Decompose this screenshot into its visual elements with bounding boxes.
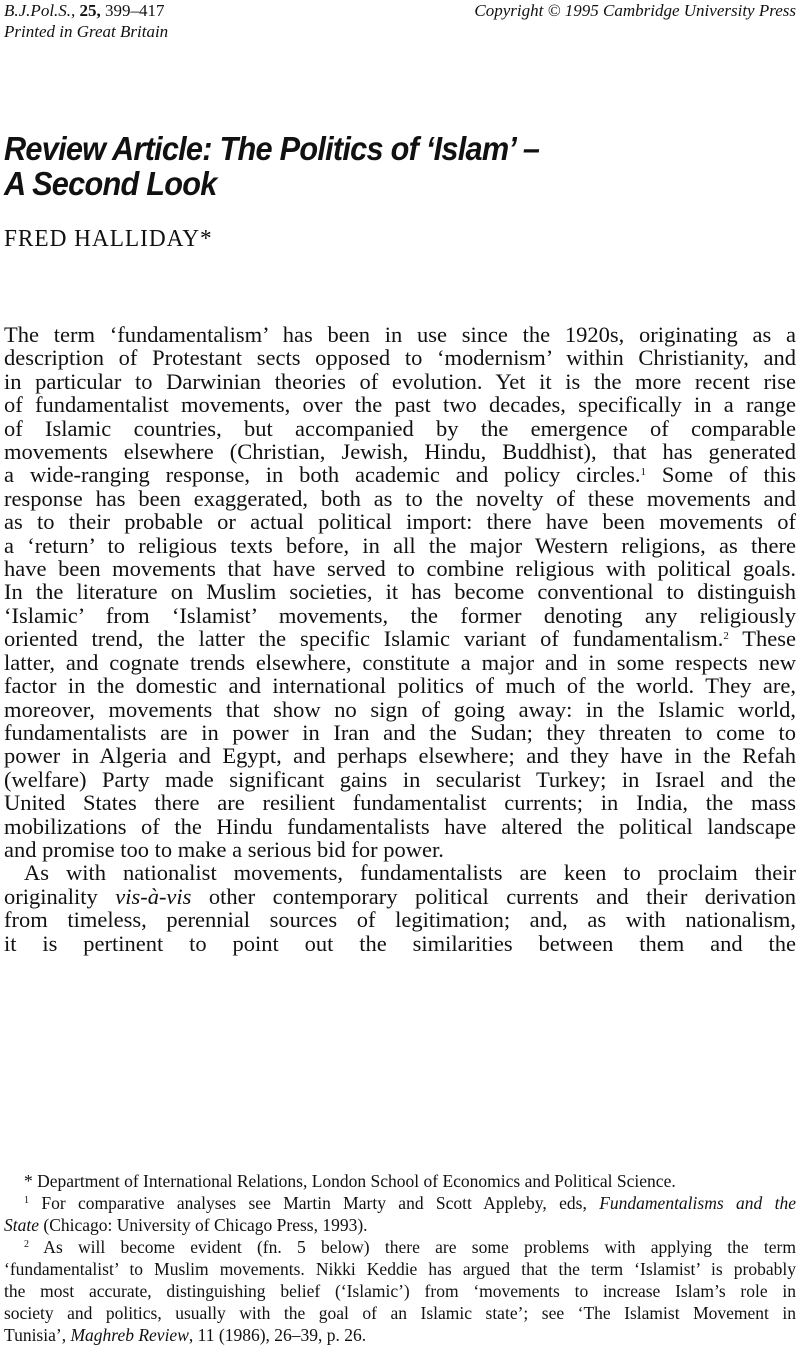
text-line: moreover, movements that show no sign of going away: in the Islamic world,: [4, 696, 796, 722]
footnote-1: $^1$ For comparative analyses see Martin Marty and Scott Appleby, eds, Fundamentalisms and the: [24, 1193, 796, 1213]
article-body: [4, 323, 796, 955]
footnote-ref-2[interactable]: 2: [723, 630, 729, 643]
text-line: United States there are resilient fundamentalist currents; in India, the mass: [4, 790, 796, 816]
text-line: oriented trend, the latter the specific Islamic variant of fundamentalism.$^2$ These: [4, 626, 796, 652]
text-line: latter, and cognate trends elsewhere, constitute a major and in some respects new: [4, 649, 796, 675]
footnote-star: * Department of International Relations, London School of Economics and Political Science.: [24, 1171, 676, 1191]
text-line: in particular to Darwinian theories of evolution. Yet it is the more recent rise: [4, 368, 796, 394]
author-name: FRED HALLIDAY*: [4, 226, 213, 252]
text-line: of Islamic countries, but accompanied by the emergence of comparable: [4, 415, 796, 441]
text-line: response has been exaggerated, both as to the novelty of these movements and: [4, 485, 796, 511]
text-line: In the literature on Muslim societies, it has become conventional to distinguish: [4, 579, 796, 605]
text-line: power in Algeria and Egypt, and perhaps elsewhere; and they have in the Refah: [4, 743, 796, 769]
text-line: mobilizations of the Hindu fundamentalists have altered the political landscape: [4, 813, 796, 839]
text-line: originality vis-à-vis other contemporary political currents and their derivation: [4, 883, 796, 909]
copyright-notice: Copyright © 1995 Cambridge University Press: [474, 1, 796, 20]
footnote-2: $^2$ As will become evident (fn. 5 below) there are some problems with applying the term: [24, 1237, 796, 1257]
text-line: a ‘return’ to religious texts before, in all the major Western religions, as there: [4, 532, 796, 558]
citation-line: [4, 0, 168, 21]
text-line: from timeless, perennial sources of legitimation; and, as with nationalism,: [4, 907, 796, 933]
article-title: [4, 131, 539, 201]
text-line: of fundamentalist movements, over the past two decades, specifically in a range: [4, 392, 796, 418]
text-line: factor in the domestic and international politics of much of the world. They are,: [4, 673, 796, 699]
paragraph-2: [4, 861, 796, 955]
footnote-2-line: ‘fundamentalist’ to Muslim movements. Nikki Keddie has argued that the term ‘Islamist’ is probably: [4, 1259, 796, 1279]
text-line: (welfare) Party made significant gains in secularist Turkey; in Israel and the: [4, 766, 796, 792]
footnote-2-line: Tunisia’, Maghreb Review, 11 (1986), 26–39, p. 26.: [4, 1325, 367, 1345]
journal-abbrev: B.J.Pol.S.,: [4, 1, 76, 20]
text-line: and promise too to make a serious bid for power.: [4, 836, 444, 862]
paragraph-1: [4, 323, 796, 861]
volume-number: 25,: [79, 1, 101, 20]
footnote-2-line: society and politics, usually with the goal of an Islamic state’; see ‘The Islamist Movement in: [4, 1303, 796, 1323]
printed-in: Printed in Great Britain: [4, 22, 169, 41]
title-line-2: A Second Look: [4, 165, 217, 202]
text-line: description of Protestant sects opposed to ‘modernism’ within Christianity, and: [4, 345, 796, 371]
text-line: it is pertinent to point out the similarities between them and the: [4, 930, 796, 956]
footnote-2-line: the most accurate, distinguishing belief (‘Islamic’) from ‘movements to increase Islam’s role in: [4, 1281, 796, 1301]
text-line: As with nationalist movements, fundamentalists are keen to proclaim their: [24, 860, 796, 886]
footnote-1-cont: State (Chicago: University of Chicago Press, 1993).: [4, 1215, 368, 1235]
text-line: movements elsewhere (Christian, Jewish, Hindu, Buddhist), that has generated: [4, 439, 796, 465]
footnote-ref-1[interactable]: 1: [640, 466, 646, 479]
text-line: ‘Islamic’ from ‘Islamist’ movements, the former denoting any religiously: [4, 602, 796, 628]
text-line: as to their probable or actual political import: there have been movements of: [4, 509, 796, 535]
title-line-1: Review Article: The Politics of ‘Islam’ –: [4, 130, 540, 167]
running-header-left: [4, 0, 168, 42]
text-line: The term ‘fundamentalism’ has been in use since the 1920s, originating as a: [4, 322, 796, 347]
page-range: 399–417: [105, 1, 165, 20]
text-line: fundamentalists are in power in Iran and the Sudan; they threaten to come to: [4, 719, 796, 745]
footnotes: [4, 1170, 796, 1346]
text-line: a wide-ranging response, in both academic and policy circles.$^1$ Some of this: [4, 462, 796, 488]
text-line: have been movements that have served to combine religious with political goals.: [4, 556, 796, 582]
